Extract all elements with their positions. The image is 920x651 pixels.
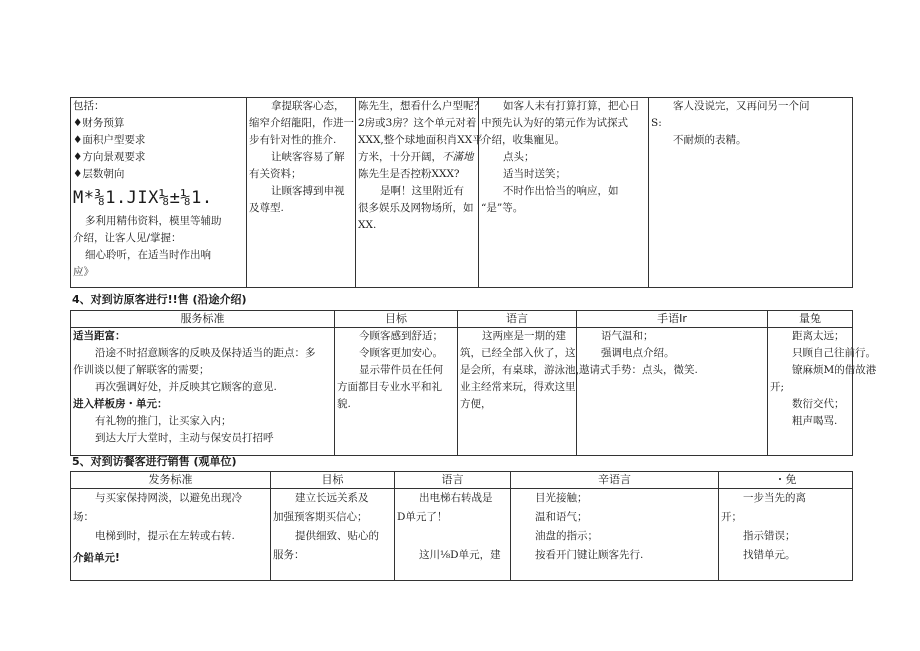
cell-language (458, 328, 586, 456)
text-line: 粗声喝骂. (792, 415, 838, 427)
cell-service-standard (71, 489, 271, 581)
text-line: 中预先认为好的第元作为试探式 (481, 117, 628, 129)
text-line: 只顾自己往前行。 (792, 347, 876, 359)
header-avoid: 量兔 (768, 311, 853, 328)
text-line: 筑，已经全部入伙了，这 (460, 347, 576, 359)
text-line: 沿途不时招意顾客的反映及保持适当的距点：多 (95, 347, 316, 359)
cell-body-language (511, 489, 719, 581)
cell-goal (335, 328, 458, 456)
text-line: D单元了！ (397, 511, 448, 523)
header-service-standard: 发务标准 (71, 472, 271, 489)
cell-service-standard (71, 328, 335, 456)
text-line: 陈先生，想看什么户型呢？ (358, 100, 484, 112)
text-line: 业主经常来玩，得欢这里 (460, 381, 576, 393)
text-line: 介绍，让客人见/掌握： (73, 232, 182, 244)
text-line: 令顾客更加安心。 (359, 347, 443, 359)
text-line: 细心聆听，在适当时作出响 (85, 249, 211, 261)
text-line: 指示错误； (743, 530, 796, 542)
table-section-4 (70, 310, 877, 456)
text-line: 一步当先的离 (743, 492, 806, 504)
text-line: 数衍交代； (792, 398, 845, 410)
header-goal: 目标 (335, 311, 458, 328)
text-line: S: (651, 117, 662, 129)
text-line: 缩窄介绍龍阳，作进一 (249, 117, 354, 129)
text-line: 语气温和； (601, 330, 654, 342)
header-goal: 目标 (271, 472, 395, 489)
text-line: 与买家保持网淡，以避免出现冷 (95, 492, 242, 504)
text-line: 开; (770, 381, 785, 393)
text-line: 距离太远； (792, 330, 845, 342)
text-line: 貌. (337, 398, 351, 410)
text-line: 介绍，收集寵见。 (481, 134, 565, 146)
text-line: 出电梯右转战是 (419, 492, 493, 504)
cell-goals (247, 98, 356, 288)
cell-body-language (577, 328, 768, 456)
text-line: 方面都目专业水平和礼 (337, 381, 442, 393)
section-5-title: 5、对到访餐客进行销售 (观单位) (72, 455, 237, 468)
text-line: 方米，十分开阔，不滿地 (358, 151, 474, 163)
text-line: 场： (73, 511, 94, 523)
text-line: 及尊型. (249, 202, 284, 214)
text-line: ♦面积户型要求 (73, 134, 146, 146)
text-line: XX. (358, 219, 377, 231)
cell-requirements (71, 98, 247, 288)
header-body-language: 辛语言 (511, 472, 719, 489)
text-line: 这两座是一期的建 (482, 330, 566, 342)
text-line: 有礼物的推门，让买家入内； (95, 415, 232, 427)
text-line: 按看开门键让顾客先行. (535, 549, 644, 561)
text-line: 很多娱乐及网物场所，如 (358, 202, 474, 214)
header-body-language: 手语Ir (577, 311, 768, 328)
table-section-5 (70, 471, 853, 581)
section-4-title: 4、对到访原客进行!!售 (沿途介绍) (72, 293, 247, 306)
text-line: 再次强调好处，并反映其它顾客的意见. (95, 381, 277, 393)
text-line: 目光接触； (535, 492, 588, 504)
text-line: 镣麻烦M的借故港 (792, 364, 877, 376)
text-line: 作训谈以便了解联客的需要； (73, 364, 210, 376)
text-line: 今顾客感到舒适； (359, 330, 443, 342)
text-line: 陈先生是否控粉XXX? (358, 168, 460, 180)
cell-avoid (649, 98, 853, 288)
subheading: 进入样板房・单元： (73, 398, 168, 410)
cell-avoid (768, 328, 877, 456)
text-line: 让顾客搏到申视 (271, 185, 345, 197)
text-line: 适当时送笑； (503, 168, 566, 180)
header-avoid: ・免 (719, 472, 853, 489)
text-line: 步有针对性的推介. (249, 134, 337, 146)
cell-language (356, 98, 484, 288)
text-line: 是啊！这里附近有 (380, 185, 464, 197)
text-line: 应》 (73, 266, 94, 278)
text-line: 客人没说完，又再问另一个问 (673, 100, 810, 112)
text-line: 油盘的指示； (535, 530, 598, 542)
cell-avoid (719, 489, 853, 581)
text-line: 拿提联客心态， (271, 100, 345, 112)
header-language: 语言 (458, 311, 577, 328)
text-line: 包括： (73, 100, 105, 112)
text-line: 这川⅛D单元，建 (419, 549, 501, 561)
text-line: 如客人未有打算打算，把心日 (503, 100, 640, 112)
text-line: ♦层数朝向 (73, 168, 125, 180)
text-line: ♦方向景观要求 (73, 151, 146, 163)
text-line: 服务： (273, 549, 305, 561)
text-line: 温和语气； (535, 511, 588, 523)
header-language: 语言 (395, 472, 511, 489)
text-line: 加强预客期买信心； (273, 511, 368, 523)
cell-body-language (479, 98, 649, 288)
subheading: 介鉛单元! (73, 552, 120, 564)
cell-goal (271, 489, 395, 581)
text-line: 开； (721, 511, 742, 523)
subheading: 适当距富： (73, 330, 126, 342)
text-line: 电梯到时，提示在左转或右转. (95, 530, 235, 542)
text-line: 方便， (460, 398, 492, 410)
text-line: 提供细致、贴心的 (295, 530, 379, 542)
text-line: 多利用精伟资料，模里等辅助 (85, 215, 222, 227)
text-line: ♦财务预算 (73, 117, 125, 129)
table-sales-introduction (70, 97, 853, 288)
text-line: 点头； (503, 151, 535, 163)
text-line: 是会所，有桌球，游泳池， (460, 364, 586, 376)
text-line: 不时作出恰当的响应，如 (503, 185, 619, 197)
text-line: 遨请式手势：点头，微笑. (579, 364, 698, 376)
text-line-clipped: 到达大厅大堂时，主动与保安员打招呼 (95, 432, 274, 444)
text-line: 找错单元。 (743, 549, 796, 561)
text-line: 显示带件员在任何 (359, 364, 443, 376)
text-line: 建立长远关系及 (295, 492, 369, 504)
cell-language (395, 489, 511, 581)
text-line: 不耐烦的表精。 (673, 134, 747, 146)
text-line: XXX,整个球地面积肖XX平 (358, 134, 483, 146)
garbled-heading: M*⅜1.JIX⅛±⅛1. (73, 188, 213, 208)
text-line: 2房或3房？这个单元对着 (358, 117, 477, 129)
text-line: 让峡客容易了解 (271, 151, 345, 163)
header-service-standard: 服务标准 (71, 311, 335, 328)
text-line: 有关资料； (249, 168, 302, 180)
text-line: 强调电点介绍。 (601, 347, 675, 359)
text-line: “是”等。 (481, 202, 524, 214)
